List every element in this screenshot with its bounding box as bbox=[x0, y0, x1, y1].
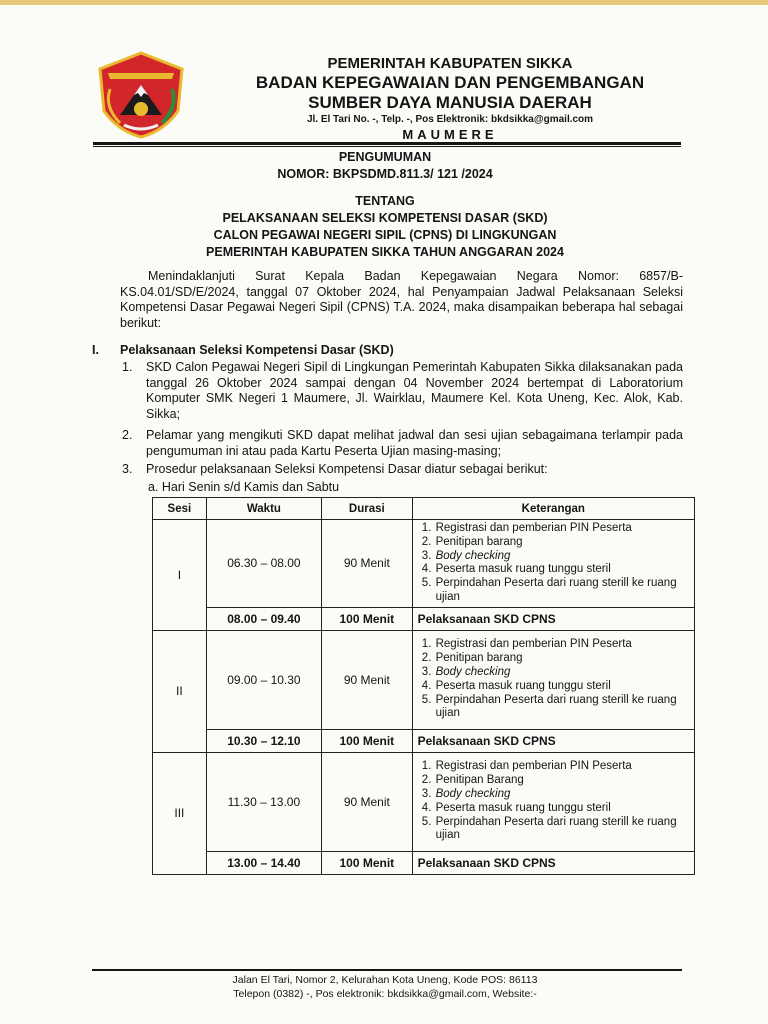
item-text: Pelamar yang mengikuti SKD dapat melihat jadwal dan sesi ujian sebagaimana terlampir pada pengumuman ini atau pada Kartu Peserta Ujian masing-masing; bbox=[146, 428, 683, 458]
list-item: 2. Penitipan Barang bbox=[435, 774, 692, 788]
footer-rule bbox=[92, 969, 682, 971]
letterhead bbox=[190, 54, 710, 143]
exam-time: 10.30 – 12.10 bbox=[206, 729, 321, 752]
exam-time: 13.00 – 14.40 bbox=[206, 851, 321, 874]
table-row bbox=[153, 520, 695, 608]
list-item: 5. Perpindahan Peserta dari ruang sterill ke ruang ujian bbox=[435, 816, 692, 844]
announcement-type: PENGUMUMAN bbox=[338, 150, 432, 164]
header-sesi: Sesi bbox=[153, 498, 207, 520]
agency-address: Jl. El Tari No. -, Telp. -, Pos Elektronik: bkdsikka@gmail.com bbox=[306, 114, 594, 125]
list-item: 5. Perpindahan Peserta dari ruang sterill ke ruang ujian bbox=[435, 694, 692, 722]
list-item: 2. Penitipan barang bbox=[435, 536, 692, 550]
item-number: 3. bbox=[122, 462, 133, 476]
exam-time: 08.00 – 09.40 bbox=[206, 607, 321, 630]
header-keterangan: Keterangan bbox=[412, 498, 694, 520]
list-item: 4. Peserta masuk ruang tunggu steril bbox=[435, 802, 692, 816]
item-number: 1. bbox=[122, 360, 133, 374]
list-item: 3. Body checking bbox=[435, 550, 692, 564]
government-name: PEMERINTAH KABUPATEN SIKKA bbox=[327, 55, 573, 72]
prep-time: 09.00 – 10.30 bbox=[206, 630, 321, 729]
footer-contact: Telepon (0382) -, Pos elektronik: bkdsikka@gmail.com, Website:- bbox=[233, 988, 537, 1000]
session-label: II bbox=[153, 630, 207, 752]
list-item: 1. Registrasi dan pemberian PIN Peserta bbox=[435, 638, 692, 652]
list-item: 5. Perpindahan Peserta dari ruang sterill ke ruang ujian bbox=[435, 577, 692, 605]
table-row bbox=[153, 752, 695, 851]
announcement-heading bbox=[90, 149, 680, 183]
section-title: Pelaksanaan Seleksi Kompetensi Dasar (SKD) bbox=[120, 343, 394, 357]
footer-address: Jalan El Tari, Nomor 2, Kelurahan Kota Uneng, Kode POS: 86113 bbox=[232, 974, 538, 986]
prep-steps bbox=[412, 752, 694, 851]
prep-duration: 90 Menit bbox=[322, 630, 413, 729]
prep-duration: 90 Menit bbox=[322, 520, 413, 608]
item-text: Prosedur pelaksanaan Seleksi Kompetensi Dasar diatur sebagai berikut: bbox=[146, 462, 548, 476]
intro-paragraph: Menindaklanjuti Surat Kepala Badan Kepegawaian Negara Nomor: 6857/B-KS.04.01/SD/E/2024, tanggal 07 Oktober 2024, hal Penyampaian Jadwal Pelaksanaan Seleksi Kompetensi Dasar Pegawai Negeri Sipil (CPNS) T.A. 2024, maka disampaikan beberapa hal sebagai berikut: bbox=[120, 269, 683, 330]
exam-description: Pelaksanaan SKD CPNS bbox=[412, 607, 694, 630]
header-durasi: Durasi bbox=[322, 498, 413, 520]
list-item: 3. Body checking bbox=[435, 666, 692, 680]
prep-time: 11.30 – 13.00 bbox=[206, 752, 321, 851]
table-row bbox=[153, 607, 695, 630]
subject-line: CALON PEGAWAI NEGERI SIPIL (CPNS) DI LINGKUNGAN bbox=[213, 228, 557, 242]
letterhead-rule-thick bbox=[93, 142, 681, 145]
exam-duration: 100 Menit bbox=[322, 729, 413, 752]
item-number: 2. bbox=[122, 428, 133, 442]
prep-steps bbox=[412, 630, 694, 729]
top-edge-strip bbox=[0, 0, 768, 5]
exam-duration: 100 Menit bbox=[322, 607, 413, 630]
agency-city: MAUMERE bbox=[402, 127, 498, 142]
exam-duration: 100 Menit bbox=[322, 851, 413, 874]
header-waktu: Waktu bbox=[206, 498, 321, 520]
list-item: 1. Registrasi dan pemberian PIN Peserta bbox=[435, 522, 692, 536]
table-row bbox=[153, 851, 695, 874]
subject-line: PEMERINTAH KABUPATEN SIKKA TAHUN ANGGARAN 2024 bbox=[206, 245, 564, 259]
prep-time: 06.30 – 08.00 bbox=[206, 520, 321, 608]
table-header-row bbox=[153, 498, 695, 520]
table-row bbox=[153, 729, 695, 752]
table-row bbox=[153, 630, 695, 729]
exam-description: Pelaksanaan SKD CPNS bbox=[412, 851, 694, 874]
subject-about: TENTANG bbox=[355, 194, 415, 208]
session-label: I bbox=[153, 520, 207, 631]
announcement-subject bbox=[90, 193, 680, 261]
agency-name-line1: BADAN KEPEGAWAIAN DAN PENGEMBANGAN bbox=[255, 73, 645, 92]
list-item: 4. Peserta masuk ruang tunggu steril bbox=[435, 563, 692, 577]
prep-duration: 90 Menit bbox=[322, 752, 413, 851]
section-number: I. bbox=[92, 343, 99, 357]
subject-line: PELAKSANAAN SELEKSI KOMPETENSI DASAR (SKD) bbox=[222, 211, 548, 225]
list-item: 3. Body checking bbox=[435, 788, 692, 802]
agency-name-line2: SUMBER DAYA MANUSIA DAERAH bbox=[308, 93, 592, 112]
sikka-regency-emblem-icon bbox=[94, 49, 188, 139]
exam-description: Pelaksanaan SKD CPNS bbox=[412, 729, 694, 752]
prep-steps bbox=[412, 520, 694, 608]
list-item: 2. Penitipan barang bbox=[435, 652, 692, 666]
schedule-day-label: a. Hari Senin s/d Kamis dan Sabtu bbox=[148, 480, 340, 494]
footer bbox=[90, 973, 680, 1001]
announcement-number: NOMOR: BKPSDMD.811.3/ 121 /2024 bbox=[277, 167, 493, 181]
list-item: 4. Peserta masuk ruang tunggu steril bbox=[435, 680, 692, 694]
list-item: 1. Registrasi dan pemberian PIN Peserta bbox=[435, 760, 692, 774]
letterhead-rule-thin bbox=[93, 146, 681, 147]
item-text: SKD Calon Pegawai Negeri Sipil di Lingkungan Pemerintah Kabupaten Sikka dilaksanakan pada tanggal 26 Oktober 2024 sampai dengan 04 November 2024 bertempat di Laboratorium Komputer SMK Negeri 1 Maumere, Jl. Wairklau, Maumere Kel. Kota Uneng, Kec. Alok, Kab. Sikka; bbox=[146, 360, 683, 421]
session-label: III bbox=[153, 752, 207, 874]
schedule-table bbox=[152, 497, 695, 875]
